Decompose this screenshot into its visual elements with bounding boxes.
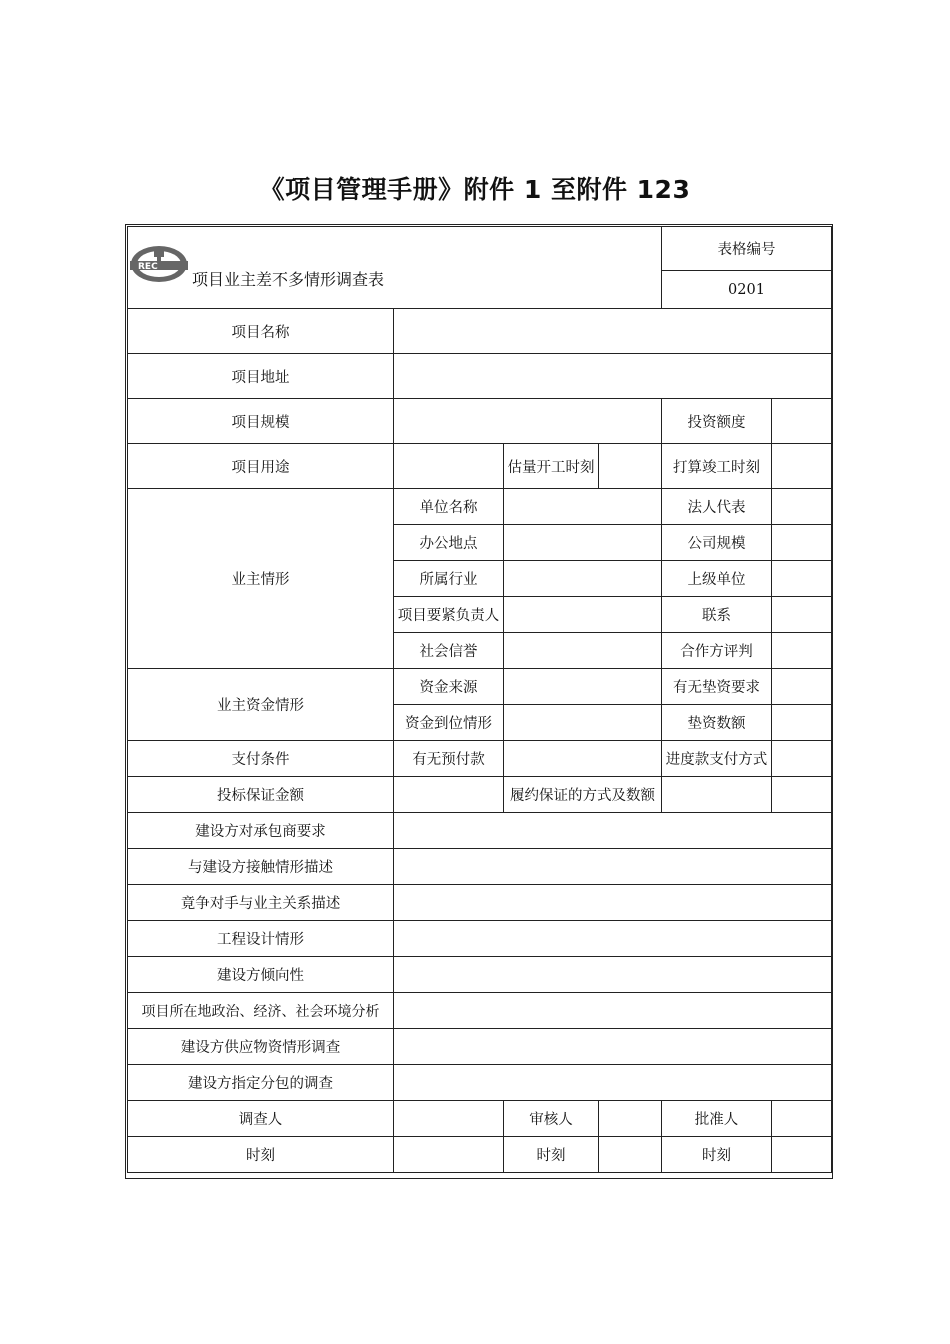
field-project-address[interactable] [394, 354, 832, 399]
field-legal-rep[interactable] [772, 489, 832, 525]
label-prepayment: 有无预付款 [394, 741, 504, 777]
field-design-status[interactable] [394, 921, 832, 957]
field-time-approver[interactable] [772, 1137, 832, 1173]
label-plan-finish: 打算竣工时刻 [662, 444, 772, 489]
field-investigator[interactable] [394, 1101, 504, 1137]
field-main-person[interactable] [504, 597, 662, 633]
label-owner-status: 业主情形 [128, 489, 394, 669]
field-plan-finish[interactable] [772, 444, 832, 489]
field-superior-unit[interactable] [772, 561, 832, 597]
label-competitor-desc: 竟争对手与业主关系描述 [128, 885, 394, 921]
label-superior-unit: 上级单位 [662, 561, 772, 597]
field-perf-bond[interactable] [662, 777, 772, 813]
label-unit-name: 单位名称 [394, 489, 504, 525]
label-project-use: 项目用途 [128, 444, 394, 489]
field-project-name[interactable] [394, 309, 832, 354]
field-time-investigator[interactable] [394, 1137, 504, 1173]
label-environment: 项目所在地政治、经济、社会环境分析 [128, 993, 394, 1029]
label-time-reviewer: 时刻 [504, 1137, 599, 1173]
crec-logo-icon [130, 245, 188, 283]
label-time-investigator: 时刻 [128, 1137, 394, 1173]
field-environment[interactable] [394, 993, 832, 1029]
field-advance-req[interactable] [772, 669, 832, 705]
label-subcontract-survey: 建设方指定分包的调查 [128, 1065, 394, 1101]
label-req-to-contractor: 建设方对承包商要求 [128, 813, 394, 849]
svg-text:REC: REC [138, 262, 158, 272]
label-payment-terms: 支付条件 [128, 741, 394, 777]
label-company-scale: 公司规模 [662, 525, 772, 561]
field-time-reviewer[interactable] [599, 1137, 662, 1173]
label-contact-desc: 与建设方接触情形描述 [128, 849, 394, 885]
field-competitor-desc[interactable] [394, 885, 832, 921]
field-company-scale[interactable] [772, 525, 832, 561]
field-partner-eval[interactable] [772, 633, 832, 669]
label-advance-amount: 垫资数额 [662, 705, 772, 741]
field-perf-bond-extra[interactable] [772, 777, 832, 813]
label-fund-source: 资金来源 [394, 669, 504, 705]
label-progress-payment: 进度款支付方式 [662, 741, 772, 777]
label-industry: 所属行业 [394, 561, 504, 597]
field-office-location[interactable] [504, 525, 662, 561]
field-est-start[interactable] [599, 444, 662, 489]
label-investment-amount: 投资额度 [662, 399, 772, 444]
field-fund-arrival[interactable] [504, 705, 662, 741]
label-project-name: 项目名称 [128, 309, 394, 354]
label-approver: 批准人 [662, 1101, 772, 1137]
field-supply-survey[interactable] [394, 1029, 832, 1065]
field-industry[interactable] [504, 561, 662, 597]
label-reviewer: 审核人 [504, 1101, 599, 1137]
form-code-label: 表格编号 [662, 227, 832, 271]
label-office-location: 办公地点 [394, 525, 504, 561]
label-perf-bond: 履约保证的方式及数额 [504, 777, 662, 813]
survey-form-table [127, 226, 832, 1173]
field-bid-bond[interactable] [394, 777, 504, 813]
label-fund-arrival: 资金到位情形 [394, 705, 504, 741]
field-prepayment[interactable] [504, 741, 662, 777]
field-reviewer[interactable] [599, 1101, 662, 1137]
label-project-address: 项目地址 [128, 354, 394, 399]
field-approver[interactable] [772, 1101, 832, 1137]
label-time-approver: 时刻 [662, 1137, 772, 1173]
form-code-value: 0201 [662, 271, 832, 309]
field-advance-amount[interactable] [772, 705, 832, 741]
label-main-person: 项目要紧负责人 [394, 597, 504, 633]
label-est-start: 估量开工时刻 [504, 444, 599, 489]
label-design-status: 工程设计情形 [128, 921, 394, 957]
field-project-use[interactable] [394, 444, 504, 489]
label-supply-survey: 建设方供应物资情形调查 [128, 1029, 394, 1065]
label-owner-funds: 业主资金情形 [128, 669, 394, 741]
field-progress-payment[interactable] [772, 741, 832, 777]
document-title: 《项目管理手册》附件 1 至附件 123 [259, 175, 691, 204]
label-partner-eval: 合作方评判 [662, 633, 772, 669]
label-contact: 联系 [662, 597, 772, 633]
form-name: 项目业主差不多情形调查表 [192, 270, 385, 289]
label-bid-bond: 投标保证金额 [128, 777, 394, 813]
field-unit-name[interactable] [504, 489, 662, 525]
label-project-scale: 项目规模 [128, 399, 394, 444]
field-contact-desc[interactable] [394, 849, 832, 885]
form-header [128, 227, 662, 309]
field-owner-tendency[interactable] [394, 957, 832, 993]
label-legal-rep: 法人代表 [662, 489, 772, 525]
field-subcontract-survey[interactable] [394, 1065, 832, 1101]
label-investigator: 调查人 [128, 1101, 394, 1137]
label-advance-req: 有无垫资要求 [662, 669, 772, 705]
label-owner-tendency: 建设方倾向性 [128, 957, 394, 993]
field-reputation[interactable] [504, 633, 662, 669]
field-contact[interactable] [772, 597, 832, 633]
field-project-scale[interactable] [394, 399, 662, 444]
field-investment-amount[interactable] [772, 399, 832, 444]
field-req-to-contractor[interactable] [394, 813, 832, 849]
field-fund-source[interactable] [504, 669, 662, 705]
label-reputation: 社会信誉 [394, 633, 504, 669]
